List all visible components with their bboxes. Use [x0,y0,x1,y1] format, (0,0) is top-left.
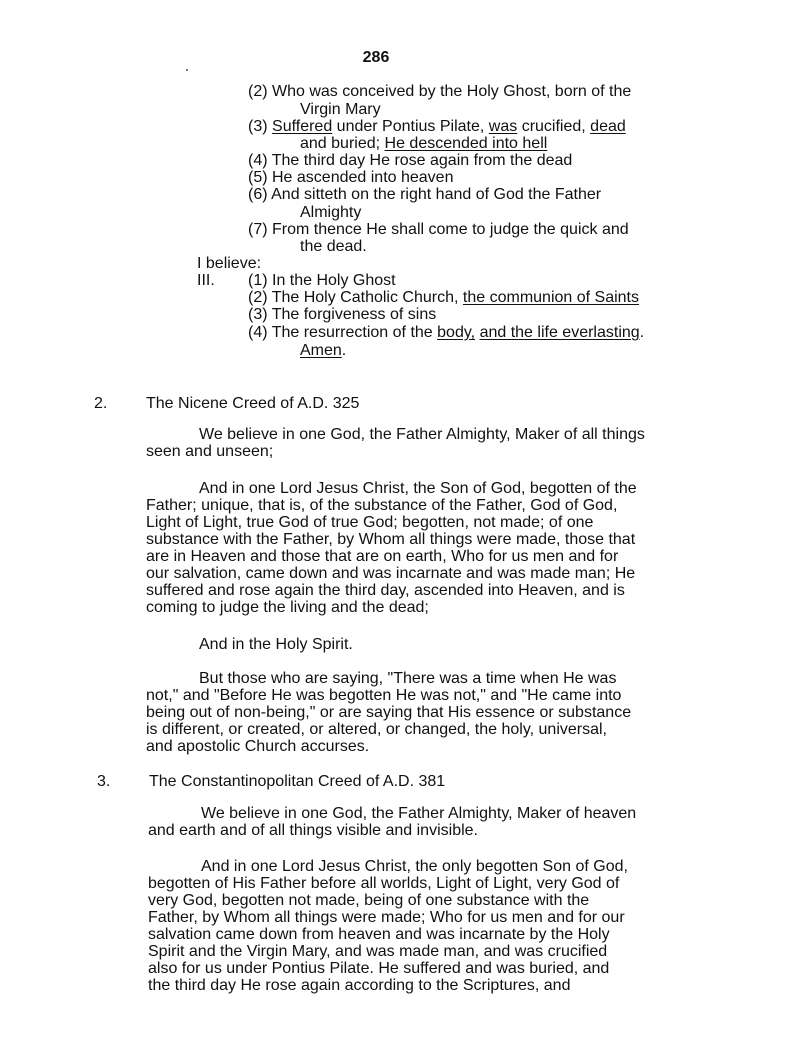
article-3-roman: III. [197,272,215,289]
page-number: 286 [362,49,390,66]
nicene-p2-line: suffered and rose again the third day, ascended into Heaven, and is [146,582,625,599]
constantinopolitan-p2-line: the third day He rose again according to the Scriptures, and [148,977,571,994]
section-number: 2. [94,395,108,412]
text-segment: (4) The resurrection of the [248,324,433,341]
underlined-descended-into-hell: He descended into hell [384,135,548,152]
underlined-suffered: Suffered [272,118,333,135]
nicene-p4-line: and apostolic Church accurses. [146,738,370,755]
constantinopolitan-p2-line: And in one Lord Jesus Christ, the only begotten Son of God, [201,858,628,875]
nicene-p4-line: is different, or created, or altered, or changed, the holy, universal, [146,721,607,738]
scan-speck [186,69,188,71]
creed-line-2-3 [248,118,626,136]
item-number: (3) [248,118,268,135]
text-segment: . [639,324,645,341]
section-title: The Nicene Creed of A.D. 325 [146,395,360,412]
nicene-p2-line: our salvation, came down and was incarnate and was made man; He [146,565,636,582]
underlined-was: was [488,118,518,135]
constantinopolitan-p2-line: salvation came down from heaven and was incarnate by the Holy [148,926,610,943]
text-segment: (2) The Holy Catholic Church, [248,289,459,306]
nicene-p4-line: being out of non-being," or are saying that His essence or substance [146,704,632,721]
creed-line-3-3: (3) The forgiveness of sins [248,306,437,323]
underlined-life-everlasting: and the life everlasting [479,324,640,341]
nicene-p2-line: are in Heaven and those that are on earth, Who for us men and for [146,548,619,565]
text-segment: crucified, [521,118,586,135]
nicene-p4-line: But those who are saying, "There was a time when He was [199,670,617,687]
constantinopolitan-p2-line: very God, begotten not made, being of one substance with the [148,892,590,909]
nicene-p2-line: And in one Lord Jesus Christ, the Son of God, begotten of the [199,480,637,497]
constantinopolitan-p2-line: Father, by Whom all things were made; Who for us men and for our [148,909,625,926]
creed-line-2-6-cont: Almighty [300,204,362,221]
creed-line-2-4: (4) The third day He rose again from the dead [248,152,573,169]
section-title: The Constantinopolitan Creed of A.D. 381 [149,773,446,790]
underlined-communion-of-saints: the communion of Saints [462,289,639,306]
creed-line-3-2 [248,289,639,307]
underlined-comma: , [470,324,476,341]
text-segment: and buried; [300,135,381,152]
constantinopolitan-p1-line: and earth and of all things visible and invisible. [148,822,478,839]
creed-line-2-7-cont: the dead. [300,238,367,255]
i-believe-label: I believe: [197,255,262,272]
creed-line-2-2-cont: Virgin Mary [300,101,381,118]
constantinopolitan-p2-line: also for us under Pontius Pilate. He suffered and was buried, and [148,960,610,977]
underlined-dead: dead [590,118,626,135]
creed-line-3-1: (1) In the Holy Ghost [248,272,396,289]
constantinopolitan-p1-line: We believe in one God, the Father Almighty, Maker of heaven [201,805,637,822]
nicene-p3-line: And in the Holy Spirit. [199,636,353,653]
nicene-p2-line: Light of Light, true God of true God; begotten, not made; of one [146,514,594,531]
nicene-p2-line: coming to judge the living and the dead; [146,599,429,616]
nicene-p4-line: not," and "Before He was begotten He was not," and "He came into [146,687,622,704]
constantinopolitan-p2-line: Spirit and the Virgin Mary, and was made man, and was crucified [148,943,608,960]
nicene-p2-line: Father; unique, that is, of the substance of the Father, God of God, [146,497,618,514]
underlined-amen: Amen [300,342,342,359]
creed-line-2-7: (7) From thence He shall come to judge the quick and [248,221,629,238]
text-segment: . [341,342,347,359]
creed-line-2-3-cont [300,135,547,153]
creed-line-2-6: (6) And sitteth on the right hand of God the Father [248,186,602,203]
nicene-p2-line: substance with the Father, by Whom all things were made, those that [146,531,636,548]
creed-line-3-4 [248,324,644,342]
nicene-p1-line: seen and unseen; [146,443,274,460]
creed-line-3-4-cont [300,342,346,360]
text-segment: under Pontius Pilate, [336,118,485,135]
section-number: 3. [97,773,111,790]
constantinopolitan-p2-line: begotten of His Father before all worlds, Light of Light, very God of [148,875,620,892]
underlined-body: body [437,324,471,341]
creed-line-2-2: (2) Who was conceived by the Holy Ghost, born of the [248,83,632,100]
nicene-p1-line: We believe in one God, the Father Almighty, Maker of all things [199,426,645,443]
creed-line-2-5: (5) He ascended into heaven [248,169,454,186]
